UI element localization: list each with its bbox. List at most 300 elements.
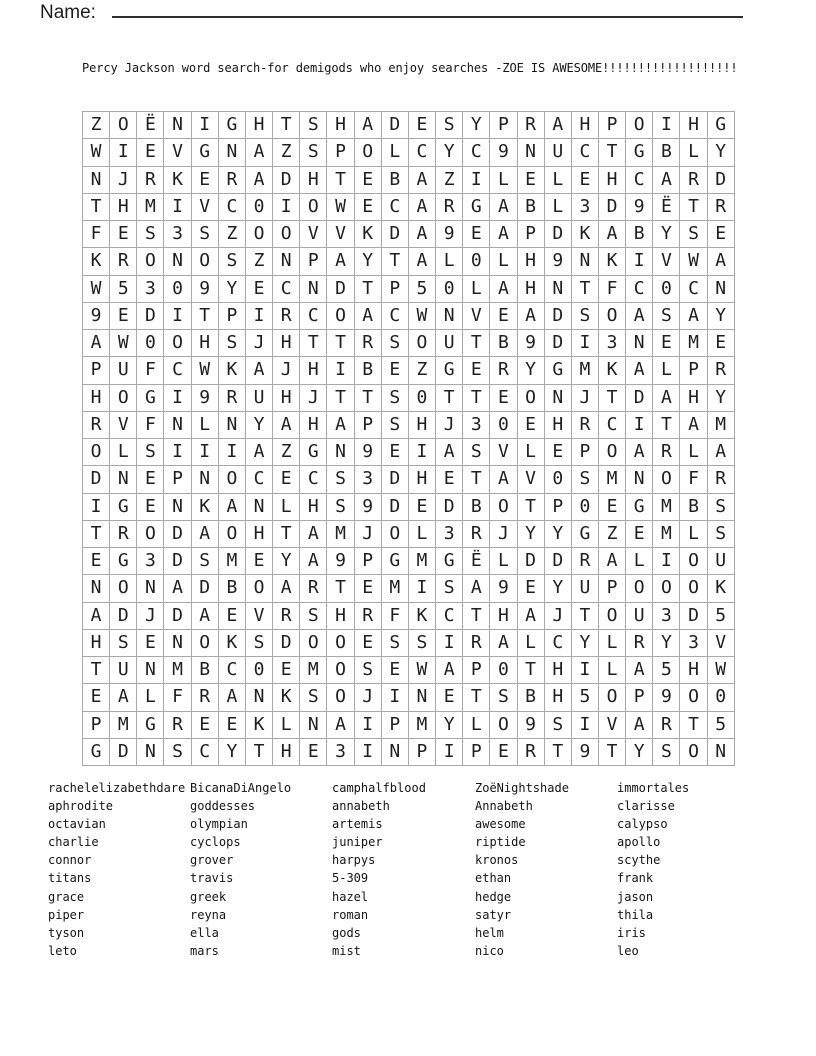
grid-cell: K bbox=[572, 221, 599, 248]
grid-cell: D bbox=[273, 630, 300, 657]
grid-cell: C bbox=[219, 657, 246, 684]
grid-cell: H bbox=[273, 739, 300, 766]
word-list-item: grace bbox=[48, 889, 85, 904]
grid-cell: S bbox=[708, 494, 735, 521]
word-list-item: satyr bbox=[475, 907, 512, 922]
grid-cell: M bbox=[110, 712, 137, 739]
grid-cell: G bbox=[545, 357, 572, 384]
grid-cell: 0 bbox=[137, 330, 164, 357]
grid-cell: H bbox=[490, 603, 517, 630]
grid-cell: K bbox=[219, 357, 246, 384]
grid-cell: A bbox=[545, 112, 572, 139]
grid-cell: T bbox=[83, 521, 110, 548]
grid-cell: E bbox=[273, 466, 300, 493]
grid-cell: M bbox=[653, 494, 680, 521]
grid-cell: T bbox=[327, 167, 354, 194]
grid-cell: U bbox=[572, 575, 599, 602]
word-list-item: 5-309 bbox=[332, 871, 369, 886]
grid-cell: A bbox=[246, 439, 273, 466]
grid-cell: H bbox=[409, 412, 436, 439]
grid-cell: L bbox=[680, 521, 707, 548]
word-list-column bbox=[617, 779, 689, 960]
grid-cell: 0 bbox=[164, 276, 191, 303]
grid-cell: A bbox=[273, 575, 300, 602]
grid-cell: L bbox=[490, 548, 517, 575]
grid-cell: T bbox=[273, 112, 300, 139]
grid-cell: L bbox=[626, 548, 653, 575]
grid-cell: C bbox=[599, 412, 626, 439]
grid-cell: S bbox=[300, 603, 327, 630]
word-list-item: greek bbox=[190, 889, 227, 904]
grid-cell: A bbox=[680, 412, 707, 439]
grid-cell: C bbox=[680, 276, 707, 303]
grid-cell: L bbox=[599, 657, 626, 684]
grid-cell: 0 bbox=[708, 684, 735, 711]
grid-cell: N bbox=[246, 494, 273, 521]
grid-cell: A bbox=[300, 521, 327, 548]
grid-cell: L bbox=[490, 248, 517, 275]
grid-cell: D bbox=[518, 548, 545, 575]
word-list-item: hazel bbox=[332, 889, 369, 904]
grid-cell: A bbox=[463, 575, 490, 602]
word-list-item: octavian bbox=[48, 817, 106, 832]
word-list-item: cyclops bbox=[190, 835, 241, 850]
grid-cell: G bbox=[110, 548, 137, 575]
grid-cell: T bbox=[680, 712, 707, 739]
grid-cell: A bbox=[273, 412, 300, 439]
grid-cell: J bbox=[246, 330, 273, 357]
grid-cell: E bbox=[137, 139, 164, 166]
grid-cell: E bbox=[626, 521, 653, 548]
grid-cell: J bbox=[137, 603, 164, 630]
grid-cell: G bbox=[382, 548, 409, 575]
grid-cell: N bbox=[626, 330, 653, 357]
grid-cell: F bbox=[137, 357, 164, 384]
grid-cell: H bbox=[273, 385, 300, 412]
word-list-item: reyna bbox=[190, 907, 227, 922]
grid-cell: L bbox=[599, 630, 626, 657]
grid-cell: G bbox=[110, 494, 137, 521]
grid-cell: E bbox=[192, 712, 219, 739]
grid-cell: Z bbox=[83, 112, 110, 139]
grid-cell: O bbox=[680, 575, 707, 602]
grid-cell: Y bbox=[653, 221, 680, 248]
grid-cell: 9 bbox=[192, 276, 219, 303]
grid-cell: R bbox=[680, 167, 707, 194]
grid-cell: C bbox=[626, 276, 653, 303]
grid-cell: Y bbox=[708, 303, 735, 330]
grid-cell: I bbox=[572, 712, 599, 739]
grid-cell: Y bbox=[246, 412, 273, 439]
grid-cell: O bbox=[300, 630, 327, 657]
grid-cell: A bbox=[409, 221, 436, 248]
grid-cell: H bbox=[518, 276, 545, 303]
grid-cell: A bbox=[653, 167, 680, 194]
grid-cell: P bbox=[463, 657, 490, 684]
grid-cell: Y bbox=[273, 548, 300, 575]
grid-cell: R bbox=[490, 357, 517, 384]
grid-cell: V bbox=[708, 630, 735, 657]
grid-cell: E bbox=[490, 739, 517, 766]
grid-cell: 9 bbox=[490, 575, 517, 602]
word-list-item: roman bbox=[332, 907, 369, 922]
grid-cell: W bbox=[192, 357, 219, 384]
grid-cell: W bbox=[708, 657, 735, 684]
grid-cell: Y bbox=[219, 276, 246, 303]
grid-cell: S bbox=[137, 221, 164, 248]
grid-cell: M bbox=[599, 466, 626, 493]
grid-cell: B bbox=[463, 494, 490, 521]
grid-cell: A bbox=[83, 330, 110, 357]
grid-cell: S bbox=[545, 712, 572, 739]
grid-cell: E bbox=[490, 303, 517, 330]
grid-cell: A bbox=[409, 248, 436, 275]
grid-cell: M bbox=[708, 412, 735, 439]
grid-cell: N bbox=[83, 575, 110, 602]
grid-cell: B bbox=[653, 139, 680, 166]
grid-cell: L bbox=[518, 439, 545, 466]
grid-cell: R bbox=[572, 548, 599, 575]
grid-cell: E bbox=[653, 330, 680, 357]
grid-cell: 9 bbox=[572, 739, 599, 766]
word-list-item: scythe bbox=[617, 853, 661, 868]
grid-cell: L bbox=[436, 248, 463, 275]
grid-cell: O bbox=[83, 439, 110, 466]
grid-cell: A bbox=[626, 712, 653, 739]
grid-cell: T bbox=[273, 521, 300, 548]
grid-cell: E bbox=[273, 657, 300, 684]
grid-cell: Y bbox=[518, 357, 545, 384]
grid-cell: A bbox=[164, 575, 191, 602]
grid-cell: L bbox=[545, 167, 572, 194]
grid-cell: R bbox=[219, 167, 246, 194]
grid-cell: L bbox=[518, 630, 545, 657]
grid-cell: C bbox=[545, 630, 572, 657]
grid-cell: E bbox=[708, 221, 735, 248]
grid-cell: 0 bbox=[572, 494, 599, 521]
word-list-item: tyson bbox=[48, 925, 85, 940]
grid-cell: I bbox=[382, 684, 409, 711]
grid-cell: P bbox=[518, 221, 545, 248]
grid-cell: N bbox=[164, 412, 191, 439]
grid-cell: I bbox=[626, 248, 653, 275]
grid-cell: A bbox=[436, 439, 463, 466]
grid-cell: 5 bbox=[708, 603, 735, 630]
grid-cell: E bbox=[219, 712, 246, 739]
grid-cell: N bbox=[83, 167, 110, 194]
grid-cell: C bbox=[300, 466, 327, 493]
grid-cell: Y bbox=[436, 139, 463, 166]
grid-cell: T bbox=[327, 385, 354, 412]
grid-cell: I bbox=[626, 412, 653, 439]
grid-cell: I bbox=[164, 439, 191, 466]
grid-cell: K bbox=[164, 167, 191, 194]
grid-cell: T bbox=[599, 385, 626, 412]
grid-cell: I bbox=[110, 139, 137, 166]
grid-cell: E bbox=[246, 276, 273, 303]
grid-cell: A bbox=[246, 357, 273, 384]
grid-cell: S bbox=[382, 385, 409, 412]
grid-cell: K bbox=[409, 603, 436, 630]
grid-cell: A bbox=[490, 630, 517, 657]
grid-cell: O bbox=[219, 521, 246, 548]
grid-cell: N bbox=[409, 684, 436, 711]
grid-cell: R bbox=[273, 303, 300, 330]
grid-cell: Ë bbox=[137, 112, 164, 139]
grid-cell: 3 bbox=[327, 739, 354, 766]
grid-cell: O bbox=[110, 385, 137, 412]
grid-cell: 9 bbox=[83, 303, 110, 330]
grid-cell: U bbox=[436, 330, 463, 357]
grid-cell: S bbox=[192, 548, 219, 575]
grid-cell: O bbox=[599, 603, 626, 630]
grid-cell: G bbox=[137, 385, 164, 412]
grid-cell: Z bbox=[273, 139, 300, 166]
word-list-column bbox=[332, 779, 426, 960]
grid-cell: N bbox=[164, 494, 191, 521]
grid-cell: N bbox=[164, 112, 191, 139]
grid-cell: L bbox=[463, 276, 490, 303]
grid-cell: S bbox=[463, 439, 490, 466]
grid-cell: V bbox=[110, 412, 137, 439]
grid-cell: A bbox=[355, 112, 382, 139]
grid-cell: T bbox=[680, 194, 707, 221]
word-list-item: nico bbox=[475, 943, 504, 958]
word-list-item: immortales bbox=[617, 781, 690, 795]
grid-cell: A bbox=[490, 466, 517, 493]
grid-cell: D bbox=[599, 194, 626, 221]
grid-cell: T bbox=[463, 684, 490, 711]
grid-cell: D bbox=[110, 603, 137, 630]
grid-cell: N bbox=[382, 739, 409, 766]
grid-cell: P bbox=[219, 303, 246, 330]
grid-cell: O bbox=[518, 385, 545, 412]
grid-cell: 5 bbox=[110, 276, 137, 303]
grid-cell: T bbox=[463, 330, 490, 357]
word-list-column bbox=[48, 779, 185, 960]
grid-cell: 3 bbox=[463, 412, 490, 439]
grid-cell: P bbox=[572, 439, 599, 466]
grid-cell: R bbox=[708, 357, 735, 384]
grid-cell: O bbox=[599, 684, 626, 711]
grid-cell: B bbox=[382, 167, 409, 194]
grid-cell: E bbox=[572, 167, 599, 194]
word-list-item: kronos bbox=[475, 853, 519, 868]
grid-cell: G bbox=[436, 357, 463, 384]
grid-cell: A bbox=[708, 439, 735, 466]
grid-cell: C bbox=[382, 303, 409, 330]
grid-cell: T bbox=[572, 276, 599, 303]
grid-cell: B bbox=[192, 657, 219, 684]
grid-cell: I bbox=[273, 194, 300, 221]
grid-cell: N bbox=[137, 575, 164, 602]
grid-cell: A bbox=[219, 684, 246, 711]
grid-cell: T bbox=[653, 412, 680, 439]
grid-cell: 9 bbox=[192, 385, 219, 412]
grid-cell: S bbox=[219, 248, 246, 275]
grid-cell: F bbox=[680, 466, 707, 493]
grid-cell: W bbox=[83, 276, 110, 303]
grid-cell: D bbox=[436, 494, 463, 521]
grid-cell: F bbox=[599, 276, 626, 303]
grid-cell: H bbox=[246, 521, 273, 548]
grid-cell: A bbox=[599, 221, 626, 248]
grid-cell: Z bbox=[409, 357, 436, 384]
grid-cell: W bbox=[680, 248, 707, 275]
grid-cell: O bbox=[219, 466, 246, 493]
grid-cell: G bbox=[626, 494, 653, 521]
grid-cell: L bbox=[409, 521, 436, 548]
grid-cell: O bbox=[626, 112, 653, 139]
grid-cell: W bbox=[110, 330, 137, 357]
grid-cell: E bbox=[409, 112, 436, 139]
grid-cell: D bbox=[382, 466, 409, 493]
name-underline bbox=[112, 0, 743, 18]
grid-cell: A bbox=[327, 712, 354, 739]
word-list-item: riptide bbox=[475, 835, 526, 850]
grid-cell: H bbox=[300, 167, 327, 194]
grid-cell: O bbox=[246, 221, 273, 248]
grid-cell: E bbox=[518, 575, 545, 602]
grid-cell: R bbox=[300, 575, 327, 602]
grid-cell: N bbox=[246, 684, 273, 711]
grid-cell: S bbox=[680, 221, 707, 248]
grid-cell: S bbox=[300, 684, 327, 711]
grid-cell: Z bbox=[599, 521, 626, 548]
grid-cell: T bbox=[463, 466, 490, 493]
grid-cell: J bbox=[490, 521, 517, 548]
grid-cell: N bbox=[572, 248, 599, 275]
grid-cell: E bbox=[110, 221, 137, 248]
grid-cell: T bbox=[300, 330, 327, 357]
grid-cell: E bbox=[409, 494, 436, 521]
grid-cell: B bbox=[219, 575, 246, 602]
word-list-item: hedge bbox=[475, 889, 512, 904]
grid-cell: F bbox=[83, 221, 110, 248]
grid-cell: H bbox=[680, 657, 707, 684]
grid-cell: Y bbox=[626, 739, 653, 766]
grid-cell: R bbox=[110, 248, 137, 275]
grid-cell: N bbox=[164, 630, 191, 657]
grid-cell: 9 bbox=[355, 494, 382, 521]
grid-cell: D bbox=[164, 548, 191, 575]
word-list-item: piper bbox=[48, 907, 85, 922]
grid-cell: N bbox=[436, 303, 463, 330]
grid-cell: S bbox=[708, 521, 735, 548]
grid-cell: N bbox=[110, 466, 137, 493]
grid-cell: Y bbox=[572, 630, 599, 657]
grid-cell: H bbox=[327, 112, 354, 139]
grid-cell: 0 bbox=[246, 194, 273, 221]
grid-cell: T bbox=[355, 385, 382, 412]
grid-cell: S bbox=[382, 330, 409, 357]
grid-cell: P bbox=[164, 466, 191, 493]
grid-cell: O bbox=[137, 521, 164, 548]
grid-cell: M bbox=[572, 357, 599, 384]
grid-cell: R bbox=[626, 630, 653, 657]
grid-cell: G bbox=[137, 712, 164, 739]
grid-cell: T bbox=[545, 739, 572, 766]
grid-cell: E bbox=[355, 630, 382, 657]
grid-cell: D bbox=[192, 575, 219, 602]
word-list-item: titans bbox=[48, 871, 92, 886]
grid-cell: M bbox=[164, 657, 191, 684]
grid-cell: P bbox=[83, 357, 110, 384]
grid-cell: Z bbox=[273, 439, 300, 466]
grid-cell: H bbox=[545, 684, 572, 711]
grid-cell: S bbox=[192, 221, 219, 248]
grid-cell: A bbox=[83, 603, 110, 630]
grid-cell: 9 bbox=[355, 439, 382, 466]
grid-cell: E bbox=[355, 194, 382, 221]
grid-cell: S bbox=[382, 412, 409, 439]
grid-cell: Y bbox=[219, 739, 246, 766]
grid-cell: P bbox=[626, 684, 653, 711]
grid-cell: E bbox=[137, 630, 164, 657]
grid-cell: 5 bbox=[572, 684, 599, 711]
grid-cell: A bbox=[300, 548, 327, 575]
word-list-item: artemis bbox=[332, 817, 383, 832]
word-list-item: annabeth bbox=[332, 799, 390, 814]
grid-cell: R bbox=[137, 167, 164, 194]
grid-cell: I bbox=[219, 439, 246, 466]
grid-cell: O bbox=[409, 330, 436, 357]
worksheet-title: Percy Jackson word search-for demigods who enjoy searches -ZOE IS AWESOME!!!!!!!!!!!!!!!!!!! bbox=[82, 61, 738, 75]
grid-cell: O bbox=[680, 684, 707, 711]
grid-cell: 9 bbox=[545, 248, 572, 275]
word-list-item: mars bbox=[190, 943, 219, 958]
grid-cell: G bbox=[300, 439, 327, 466]
grid-cell: T bbox=[599, 139, 626, 166]
grid-cell: O bbox=[164, 330, 191, 357]
grid-cell: Y bbox=[436, 712, 463, 739]
grid-cell: C bbox=[436, 603, 463, 630]
grid-cell: Ë bbox=[463, 548, 490, 575]
grid-cell: V bbox=[463, 303, 490, 330]
word-list-item: Annabeth bbox=[475, 799, 533, 814]
grid-cell: M bbox=[300, 657, 327, 684]
grid-cell: A bbox=[599, 548, 626, 575]
grid-cell: C bbox=[192, 739, 219, 766]
grid-cell: R bbox=[355, 330, 382, 357]
grid-cell: K bbox=[219, 630, 246, 657]
grid-cell: E bbox=[219, 603, 246, 630]
grid-cell: O bbox=[680, 739, 707, 766]
grid-cell: K bbox=[273, 684, 300, 711]
grid-cell: E bbox=[137, 494, 164, 521]
grid-cell: J bbox=[300, 385, 327, 412]
grid-cell: L bbox=[463, 712, 490, 739]
grid-cell: 3 bbox=[164, 221, 191, 248]
grid-cell: O bbox=[680, 548, 707, 575]
grid-cell: P bbox=[382, 276, 409, 303]
grid-cell: 9 bbox=[518, 712, 545, 739]
grid-cell: T bbox=[83, 657, 110, 684]
grid-cell: V bbox=[192, 194, 219, 221]
grid-cell: R bbox=[572, 412, 599, 439]
grid-cell: S bbox=[382, 630, 409, 657]
grid-cell: C bbox=[164, 357, 191, 384]
word-list-item: leo bbox=[617, 943, 639, 958]
grid-cell: T bbox=[355, 276, 382, 303]
grid-cell: A bbox=[246, 139, 273, 166]
grid-cell: E bbox=[545, 439, 572, 466]
grid-cell: E bbox=[490, 385, 517, 412]
grid-cell: T bbox=[572, 603, 599, 630]
grid-cell: 3 bbox=[137, 548, 164, 575]
word-list-item: rachelelizabethdare bbox=[48, 781, 186, 795]
grid-cell: A bbox=[708, 248, 735, 275]
